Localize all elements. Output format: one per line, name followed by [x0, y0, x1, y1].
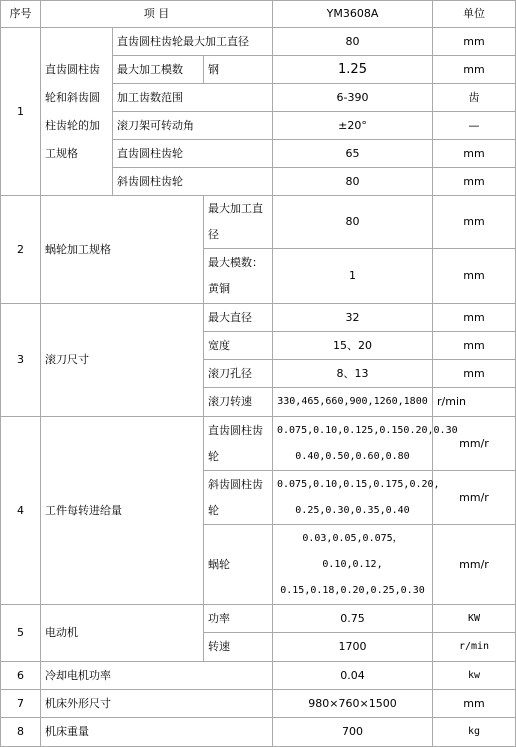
- spec-unit: mm: [433, 196, 516, 249]
- row-number: 6: [1, 662, 41, 690]
- row-number: 4: [1, 417, 41, 605]
- group-label: 工件每转进给量: [41, 417, 204, 605]
- spec-name: 滚刀架可转动角: [113, 112, 273, 140]
- spec-value: 0.10,0.12,: [322, 558, 383, 570]
- spec-value: 0.75: [273, 605, 433, 633]
- spec-unit: kg: [433, 718, 516, 747]
- spec-name: 直齿圆柱齿轮: [113, 140, 273, 168]
- row-number: 1: [1, 28, 41, 196]
- spec-name: 斜齿圆柱齿轮: [204, 471, 273, 525]
- row-number: 7: [1, 690, 41, 718]
- spec-value: 0.03,0.05,0.075，: [302, 532, 403, 544]
- spec-value: 1700: [273, 633, 433, 662]
- row-number: 8: [1, 718, 41, 747]
- spec-name: 转速: [204, 633, 273, 662]
- spec-name: 功率: [204, 605, 273, 633]
- spec-value: 15、20: [273, 332, 433, 360]
- group-label: 蜗轮加工规格: [41, 196, 204, 304]
- spec-value: 1: [273, 249, 433, 304]
- row-number: 5: [1, 605, 41, 662]
- spec-value: 0.04: [273, 662, 433, 690]
- spec-unit: mm: [433, 304, 516, 332]
- spec-unit: mm/r: [433, 417, 516, 471]
- header-no: 序号: [1, 1, 41, 28]
- group-label: 滚刀尺寸: [41, 304, 204, 417]
- table-row: [1, 690, 516, 718]
- spec-name: 直齿圆柱齿轮最大加工直径: [113, 28, 273, 56]
- table-row: [1, 417, 516, 471]
- spec-value-block: [273, 525, 433, 605]
- spec-unit: mm/r: [433, 471, 516, 525]
- spec-unit: mm: [433, 28, 516, 56]
- table-row: [1, 662, 516, 690]
- spec-name: 最大模数：黄铜: [204, 249, 273, 304]
- spec-name: 滚刀孔径: [204, 360, 273, 388]
- spec-value: 0.075,0.10,0.15,0.175,0.20, 0.25,0.30,0.35,0.40: [273, 471, 433, 525]
- group-label: 冷却电机功率: [41, 662, 273, 690]
- table-row: [1, 28, 516, 56]
- spec-unit: mm/r: [433, 525, 516, 605]
- spec-value: 80: [273, 196, 433, 249]
- spec-value: ±20°: [273, 112, 433, 140]
- spec-unit: r/min: [433, 633, 516, 662]
- spec-name: 斜齿圆柱齿轮: [113, 168, 273, 196]
- header-model: YM3608A: [273, 1, 433, 28]
- table-row: [1, 196, 516, 249]
- row-number: 3: [1, 304, 41, 417]
- table-row: [1, 605, 516, 633]
- spec-unit: r/min: [433, 388, 516, 417]
- header-row: [1, 1, 516, 28]
- spec-unit: kw: [433, 662, 516, 690]
- spec-value: 6-390: [273, 84, 433, 112]
- spec-value: 80: [273, 168, 433, 196]
- spec-value: 700: [273, 718, 433, 747]
- spec-material: 钢: [204, 56, 273, 84]
- spec-value: 32: [273, 304, 433, 332]
- group-label: 电动机: [41, 605, 204, 662]
- table-row: [1, 718, 516, 747]
- header-item: 项 目: [41, 1, 273, 28]
- spec-unit: mm: [433, 140, 516, 168]
- header-unit: 单位: [433, 1, 516, 28]
- row-number: 2: [1, 196, 41, 304]
- group-label: 直齿圆柱齿轮和斜齿圆柱齿轮的加工规格: [41, 28, 113, 196]
- spec-name: 最大加工模数: [113, 56, 204, 84]
- spec-value: 980×760×1500: [273, 690, 433, 718]
- table-row: [1, 304, 516, 332]
- spec-name: 加工齿数范围: [113, 84, 273, 112]
- spec-name: 最大直径: [204, 304, 273, 332]
- spec-unit: mm: [433, 690, 516, 718]
- group-label: 机床重量: [41, 718, 273, 747]
- spec-unit: mm: [433, 332, 516, 360]
- spec-value: 0.15,0.18,0.20,0.25,0.30: [280, 584, 425, 596]
- spec-name: 蜗轮: [204, 525, 273, 605]
- spec-unit: mm: [433, 168, 516, 196]
- spec-unit: mm: [433, 249, 516, 304]
- spec-unit: 齿: [433, 84, 516, 112]
- spec-unit: mm: [433, 56, 516, 84]
- spec-value: 0.075,0.10,0.125,0.150.20,0.30 0.40,0.50,0.60,0.80: [273, 417, 433, 471]
- spec-name: 滚刀转速: [204, 388, 273, 417]
- spec-value: 80: [273, 28, 433, 56]
- spec-value: 65: [273, 140, 433, 168]
- spec-unit: KW: [433, 605, 516, 633]
- group-label: 机床外形尺寸: [41, 690, 273, 718]
- spec-name: 宽度: [204, 332, 273, 360]
- spec-value: 330,465,660,900,1260,1800: [273, 388, 433, 417]
- spec-unit: —: [433, 112, 516, 140]
- spec-name: 直齿圆柱齿轮: [204, 417, 273, 471]
- spec-value: 1.25: [273, 56, 433, 84]
- spec-name: 最大加工直径: [204, 196, 273, 249]
- spec-unit: mm: [433, 360, 516, 388]
- spec-value: 8、13: [273, 360, 433, 388]
